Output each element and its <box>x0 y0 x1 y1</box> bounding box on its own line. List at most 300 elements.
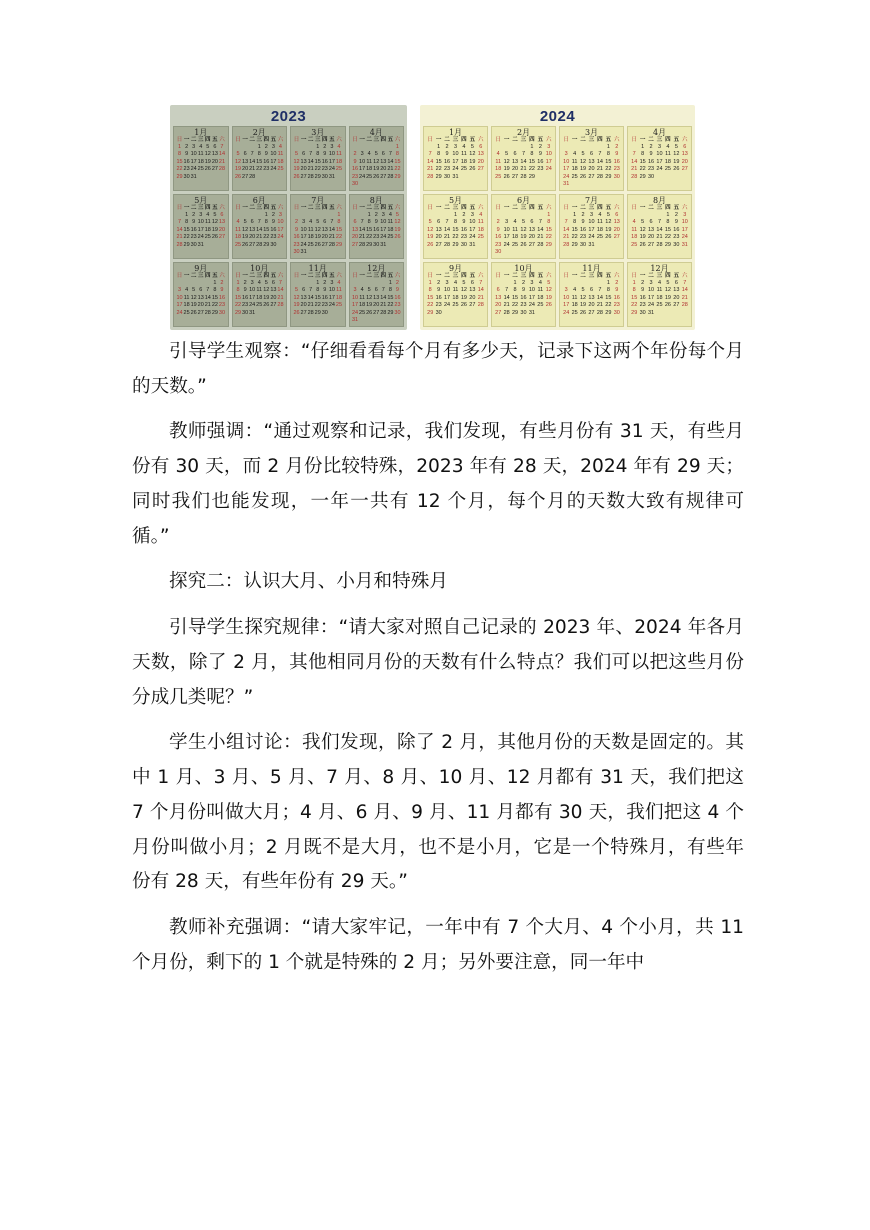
day-blank <box>443 212 451 219</box>
day-number: 8 <box>236 287 240 294</box>
weekday-label: 二 <box>366 205 372 211</box>
day-number: 5 <box>581 287 585 294</box>
day-number: 23 <box>183 166 190 173</box>
day-number: 24 <box>328 166 335 173</box>
weekday-label: 一 <box>435 205 442 211</box>
day-number: 30 <box>242 309 249 316</box>
day-number: 15 <box>314 294 321 301</box>
day-number: 18 <box>183 302 190 309</box>
day-number: 9 <box>243 287 247 294</box>
day-number: 10 <box>444 287 451 294</box>
day-blank <box>426 144 434 151</box>
day-grid <box>352 212 402 249</box>
day-number: 30 <box>444 173 451 180</box>
day-number: 9 <box>581 219 585 226</box>
day-number: 24 <box>277 234 284 241</box>
month-5 <box>173 194 229 259</box>
day-number: 14 <box>520 158 527 165</box>
day-number: 18 <box>664 158 671 165</box>
day-number: 24 <box>545 166 552 173</box>
day-number: 18 <box>335 294 343 301</box>
day-number: 2 <box>192 212 196 218</box>
day-number: 18 <box>366 166 373 173</box>
weekday-label: 六 <box>478 205 484 211</box>
day-number: 13 <box>469 287 476 294</box>
day-number: 29 <box>427 309 434 316</box>
day-number: 26 <box>366 309 373 316</box>
day-number: 23 <box>351 173 359 180</box>
weekday-label: 三 <box>314 205 321 211</box>
day-number: 2 <box>615 280 619 286</box>
day-number: 27 <box>648 241 655 248</box>
day-blank <box>197 280 204 287</box>
weekday-label: 日 <box>235 137 241 143</box>
weekday-label: 四 <box>322 273 328 279</box>
day-number: 16 <box>460 226 467 233</box>
day-number: 24 <box>528 302 535 309</box>
day-number: 31 <box>380 241 387 248</box>
day-number: 1 <box>641 144 645 150</box>
day-number: 21 <box>537 234 544 241</box>
day-number: 22 <box>571 234 578 241</box>
day-number: 11 <box>387 219 394 226</box>
day-number: 28 <box>380 309 387 316</box>
weekday-label: 五 <box>673 205 680 211</box>
weekday-label: 六 <box>478 273 484 279</box>
day-number: 15 <box>394 158 401 165</box>
weekday-label: 日 <box>176 205 183 211</box>
day-number: 5 <box>395 212 399 218</box>
day-number: 6 <box>243 151 247 158</box>
paragraph-guide-explore: 引导学生探究规律：“请大家对照自己记录的 2023 年、2024 年各月天数，除了 2 月，其他相同月份的天数有什么特点？我们可以把这些月份分成几类呢？” <box>132 616 744 708</box>
day-number: 13 <box>528 226 535 233</box>
day-number: 19 <box>520 234 527 241</box>
day-number: 7 <box>598 287 602 294</box>
weekday-label: 四 <box>380 137 387 143</box>
day-number: 12 <box>460 287 467 294</box>
day-number: 9 <box>271 219 275 226</box>
weekday-label: 日 <box>352 205 358 211</box>
day-blank <box>242 144 249 151</box>
day-number: 26 <box>673 166 680 173</box>
day-number: 29 <box>314 309 321 316</box>
day-number: 15 <box>335 226 343 233</box>
month-name: 6月 <box>252 196 266 205</box>
weekday-row <box>630 137 689 144</box>
day-number: 24 <box>176 309 183 316</box>
weekday-label: 四 <box>529 137 535 143</box>
day-number: 2 <box>243 280 247 286</box>
day-number: 25 <box>366 173 373 180</box>
day-number: 2 <box>437 280 441 286</box>
day-number: 22 <box>335 234 343 241</box>
day-number: 26 <box>314 241 321 248</box>
weekday-label: 三 <box>256 205 262 211</box>
day-blank <box>366 280 373 287</box>
day-number: 8 <box>666 219 670 226</box>
weekday-label: 六 <box>614 137 620 143</box>
day-number: 2 <box>615 144 619 150</box>
day-number: 17 <box>452 158 459 165</box>
day-number: 11 <box>197 151 204 158</box>
day-number: 13 <box>681 151 688 158</box>
day-number: 19 <box>190 302 197 309</box>
weekday-label: 六 <box>546 273 552 279</box>
day-number: 28 <box>249 173 256 180</box>
day-number: 19 <box>580 302 587 309</box>
day-number: 25 <box>664 166 671 173</box>
day-number: 25 <box>234 241 242 248</box>
day-number: 17 <box>351 302 359 309</box>
day-number: 17 <box>270 158 277 165</box>
weekday-row <box>352 205 402 212</box>
day-number: 7 <box>309 151 313 158</box>
day-blank <box>380 144 387 151</box>
day-number: 4 <box>360 287 364 294</box>
day-number: 12 <box>639 226 646 233</box>
day-number: 13 <box>613 219 620 226</box>
day-number: 15 <box>664 226 671 233</box>
day-grid <box>176 280 226 317</box>
day-number: 8 <box>257 151 261 158</box>
day-number: 18 <box>335 158 343 165</box>
day-number: 13 <box>380 158 387 165</box>
day-number: 26 <box>520 241 527 248</box>
day-number: 23 <box>460 234 467 241</box>
weekday-label: 三 <box>256 273 262 279</box>
day-number: 26 <box>503 173 510 180</box>
day-number: 23 <box>444 166 451 173</box>
day-number: 13 <box>477 151 484 158</box>
paragraph-group-discussion: 学生小组讨论：我们发现，除了 2 月，其他月份的天数是固定的。其中 1 月、3 月、5 月、7 月、8 月、10 月、12 月都有 31 天，我们把这 7 个月份叫做大月；4 月、6 月、9 月、11 月都有 30 天，我们把这 4 个月份叫做小月；2 月既不是大月，也不是小月，它是一个特殊月，有些年份有 28 天，有些年份有 29 天。” <box>132 732 744 893</box>
day-number: 22 <box>366 234 373 241</box>
day-number: 30 <box>190 241 197 248</box>
day-number: 18 <box>204 226 211 233</box>
month-grid <box>173 126 404 327</box>
day-number: 8 <box>632 287 636 294</box>
day-number: 16 <box>293 234 300 241</box>
day-number: 15 <box>427 294 434 301</box>
day-number: 14 <box>249 158 256 165</box>
day-number: 15 <box>452 226 459 233</box>
month-name: 11月 <box>582 264 601 273</box>
day-number: 3 <box>657 144 662 150</box>
month-name: 1月 <box>194 128 208 137</box>
day-number: 19 <box>293 166 300 173</box>
day-number: 30 <box>613 309 620 316</box>
day-number: 9 <box>185 151 189 158</box>
day-number: 18 <box>596 226 603 233</box>
day-number: 2 <box>185 144 189 150</box>
weekday-label: 日 <box>293 205 300 211</box>
weekday-label: 三 <box>452 273 459 279</box>
day-number: 21 <box>444 234 451 241</box>
day-number: 10 <box>545 151 552 158</box>
day-number: 12 <box>580 158 587 165</box>
day-number: 5 <box>295 151 299 158</box>
day-number: 26 <box>427 241 434 248</box>
day-number: 20 <box>218 226 226 233</box>
day-number: 29 <box>452 241 459 248</box>
day-number: 11 <box>537 287 544 294</box>
month-name: 3月 <box>584 128 599 137</box>
day-number: 14 <box>328 226 335 233</box>
day-number: 22 <box>631 302 638 309</box>
weekday-label: 一 <box>183 273 190 279</box>
day-number: 16 <box>435 294 442 301</box>
weekday-label: 六 <box>277 273 284 279</box>
day-number: 24 <box>249 302 256 309</box>
month-name: 6月 <box>516 196 531 205</box>
weekday-label: 二 <box>366 137 372 143</box>
day-number: 11 <box>665 151 671 158</box>
day-number: 4 <box>185 287 189 294</box>
month-3 <box>290 126 346 191</box>
day-number: 13 <box>435 226 442 233</box>
day-number: 23 <box>190 234 197 241</box>
weekday-label: 六 <box>394 273 401 279</box>
day-number: 12 <box>314 226 321 233</box>
day-number: 19 <box>427 234 434 241</box>
weekday-label: 四 <box>205 205 211 211</box>
day-number: 4 <box>337 144 341 150</box>
day-blank <box>235 212 242 219</box>
weekday-label: 五 <box>469 273 476 279</box>
day-number: 6 <box>530 219 534 226</box>
day-blank <box>587 144 595 151</box>
day-number: 7 <box>178 219 182 226</box>
day-grid <box>494 144 553 181</box>
day-number: 6 <box>213 144 217 150</box>
day-number: 1 <box>453 212 458 218</box>
day-number: 27 <box>469 302 476 309</box>
day-number: 11 <box>336 287 342 294</box>
day-number: 9 <box>538 151 542 158</box>
weekday-row <box>562 137 621 144</box>
day-number: 30 <box>495 249 502 256</box>
month-name: 1月 <box>448 128 463 137</box>
day-grid <box>562 212 621 249</box>
day-number: 10 <box>681 219 688 226</box>
weekday-label: 五 <box>212 273 218 279</box>
day-number: 25 <box>495 173 502 180</box>
day-number: 25 <box>387 234 394 241</box>
day-number: 15 <box>366 226 373 233</box>
day-number: 4 <box>573 287 577 294</box>
day-number: 10 <box>648 287 655 294</box>
weekday-label: 一 <box>503 205 510 211</box>
day-number: 21 <box>631 166 638 173</box>
day-number: 9 <box>649 151 653 158</box>
day-number: 22 <box>387 302 394 309</box>
day-number: 10 <box>197 219 204 226</box>
weekday-label: 二 <box>580 273 586 279</box>
day-number: 5 <box>428 219 432 226</box>
day-number: 5 <box>236 151 240 158</box>
weekday-label: 日 <box>235 205 241 211</box>
weekday-label: 三 <box>520 273 527 279</box>
day-number: 20 <box>477 158 484 165</box>
day-number: 30 <box>580 241 587 248</box>
day-number: 11 <box>631 226 638 233</box>
day-number: 19 <box>503 166 510 173</box>
day-blank <box>630 212 638 219</box>
day-number: 5 <box>505 151 509 158</box>
weekday-row <box>176 273 226 280</box>
day-number: 17 <box>300 234 307 241</box>
day-blank <box>256 212 263 219</box>
day-number: 7 <box>381 287 385 294</box>
day-number: 17 <box>328 158 335 165</box>
day-number: 21 <box>249 166 256 173</box>
day-number: 19 <box>366 302 373 309</box>
day-number: 18 <box>460 158 467 165</box>
day-number: 22 <box>256 166 263 173</box>
day-grid <box>562 144 621 188</box>
day-number: 25 <box>596 234 603 241</box>
weekday-label: 二 <box>249 137 255 143</box>
day-number: 4 <box>206 212 210 218</box>
day-number: 27 <box>512 173 519 180</box>
day-number: 17 <box>563 166 570 173</box>
day-number: 4 <box>337 280 341 286</box>
day-number: 28 <box>307 173 314 180</box>
day-blank <box>293 144 300 151</box>
day-blank <box>655 212 663 219</box>
day-number: 24 <box>300 241 307 248</box>
day-number: 11 <box>183 294 190 301</box>
day-number: 20 <box>648 234 655 241</box>
day-number: 2 <box>674 212 678 218</box>
day-number: 20 <box>588 166 595 173</box>
weekday-label: 五 <box>605 205 612 211</box>
day-blank <box>630 144 638 151</box>
day-number: 22 <box>176 166 183 173</box>
day-number: 18 <box>537 294 544 301</box>
day-number: 1 <box>513 280 517 286</box>
day-number: 11 <box>366 158 373 165</box>
weekday-label: 三 <box>656 205 663 211</box>
day-number: 13 <box>648 226 655 233</box>
day-number: 29 <box>211 309 218 316</box>
weekday-label: 四 <box>322 205 328 211</box>
day-number: 26 <box>373 173 380 180</box>
day-number: 29 <box>545 241 552 248</box>
day-blank <box>380 280 387 287</box>
day-grid <box>426 144 485 181</box>
weekday-label: 三 <box>588 205 595 211</box>
month-6 <box>491 194 556 259</box>
weekday-label: 三 <box>520 137 527 143</box>
weekday-label: 四 <box>597 137 603 143</box>
day-number: 8 <box>641 151 645 158</box>
day-grid <box>235 144 285 181</box>
day-blank <box>511 212 519 219</box>
day-number: 2 <box>581 212 585 218</box>
day-number: 20 <box>321 234 328 241</box>
weekday-label: 五 <box>212 137 218 143</box>
day-number: 24 <box>444 302 451 309</box>
day-number: 28 <box>359 241 366 248</box>
weekday-label: 三 <box>656 137 663 143</box>
day-number: 3 <box>381 212 385 218</box>
day-number: 4 <box>199 144 203 150</box>
day-number: 9 <box>374 219 378 226</box>
day-number: 1 <box>632 280 636 286</box>
day-number: 25 <box>256 302 263 309</box>
day-number: 4 <box>309 219 313 226</box>
day-number: 2 <box>323 144 327 150</box>
day-number: 22 <box>512 302 519 309</box>
day-number: 28 <box>427 173 434 180</box>
day-number: 11 <box>461 151 467 158</box>
day-number: 16 <box>183 158 190 165</box>
weekday-row <box>562 205 621 212</box>
day-number: 28 <box>218 166 226 173</box>
day-number: 10 <box>656 151 663 158</box>
day-number: 22 <box>211 302 218 309</box>
day-number: 17 <box>197 226 204 233</box>
day-number: 21 <box>277 294 284 301</box>
day-number: 9 <box>445 151 449 158</box>
day-blank <box>352 144 359 151</box>
month-name: 2月 <box>516 128 531 137</box>
weekday-label: 三 <box>588 137 595 143</box>
month-12 <box>627 262 692 327</box>
weekday-label: 日 <box>235 273 241 279</box>
day-number: 27 <box>300 173 307 180</box>
day-number: 14 <box>596 158 603 165</box>
day-number: 13 <box>242 158 249 165</box>
day-blank <box>176 280 183 287</box>
weekday-label: 六 <box>394 205 401 211</box>
weekday-label: 二 <box>444 205 450 211</box>
day-number: 24 <box>190 166 197 173</box>
day-number: 25 <box>512 241 519 248</box>
day-number: 12 <box>394 219 401 226</box>
day-number: 15 <box>512 294 519 301</box>
day-number: 3 <box>470 212 474 218</box>
month-name: 5月 <box>194 196 208 205</box>
day-number: 17 <box>503 234 510 241</box>
weekday-label: 六 <box>219 273 225 279</box>
weekday-label: 一 <box>435 273 442 279</box>
day-number: 20 <box>435 234 442 241</box>
day-number: 29 <box>605 173 612 180</box>
day-number: 18 <box>452 294 459 301</box>
day-number: 17 <box>359 166 366 173</box>
day-number: 7 <box>445 219 449 226</box>
month-name: 8月 <box>369 196 383 205</box>
day-number: 10 <box>249 287 256 294</box>
weekday-label: 一 <box>639 273 646 279</box>
day-number: 7 <box>538 219 542 226</box>
weekday-row <box>235 205 285 212</box>
day-number: 3 <box>530 280 534 286</box>
section-heading: 探究二：认识大月、小月和特殊月 <box>169 571 448 593</box>
month-name: 8月 <box>652 196 667 205</box>
day-number: 3 <box>649 280 653 286</box>
weekday-label: 日 <box>495 137 501 143</box>
month-name: 4月 <box>369 128 383 137</box>
year-label: 2024 <box>539 108 576 125</box>
day-number: 30 <box>321 173 328 180</box>
day-number: 14 <box>277 287 284 294</box>
weekday-label: 四 <box>461 137 467 143</box>
weekday-label: 一 <box>300 205 307 211</box>
day-number: 25 <box>452 302 459 309</box>
day-number: 20 <box>242 166 249 173</box>
